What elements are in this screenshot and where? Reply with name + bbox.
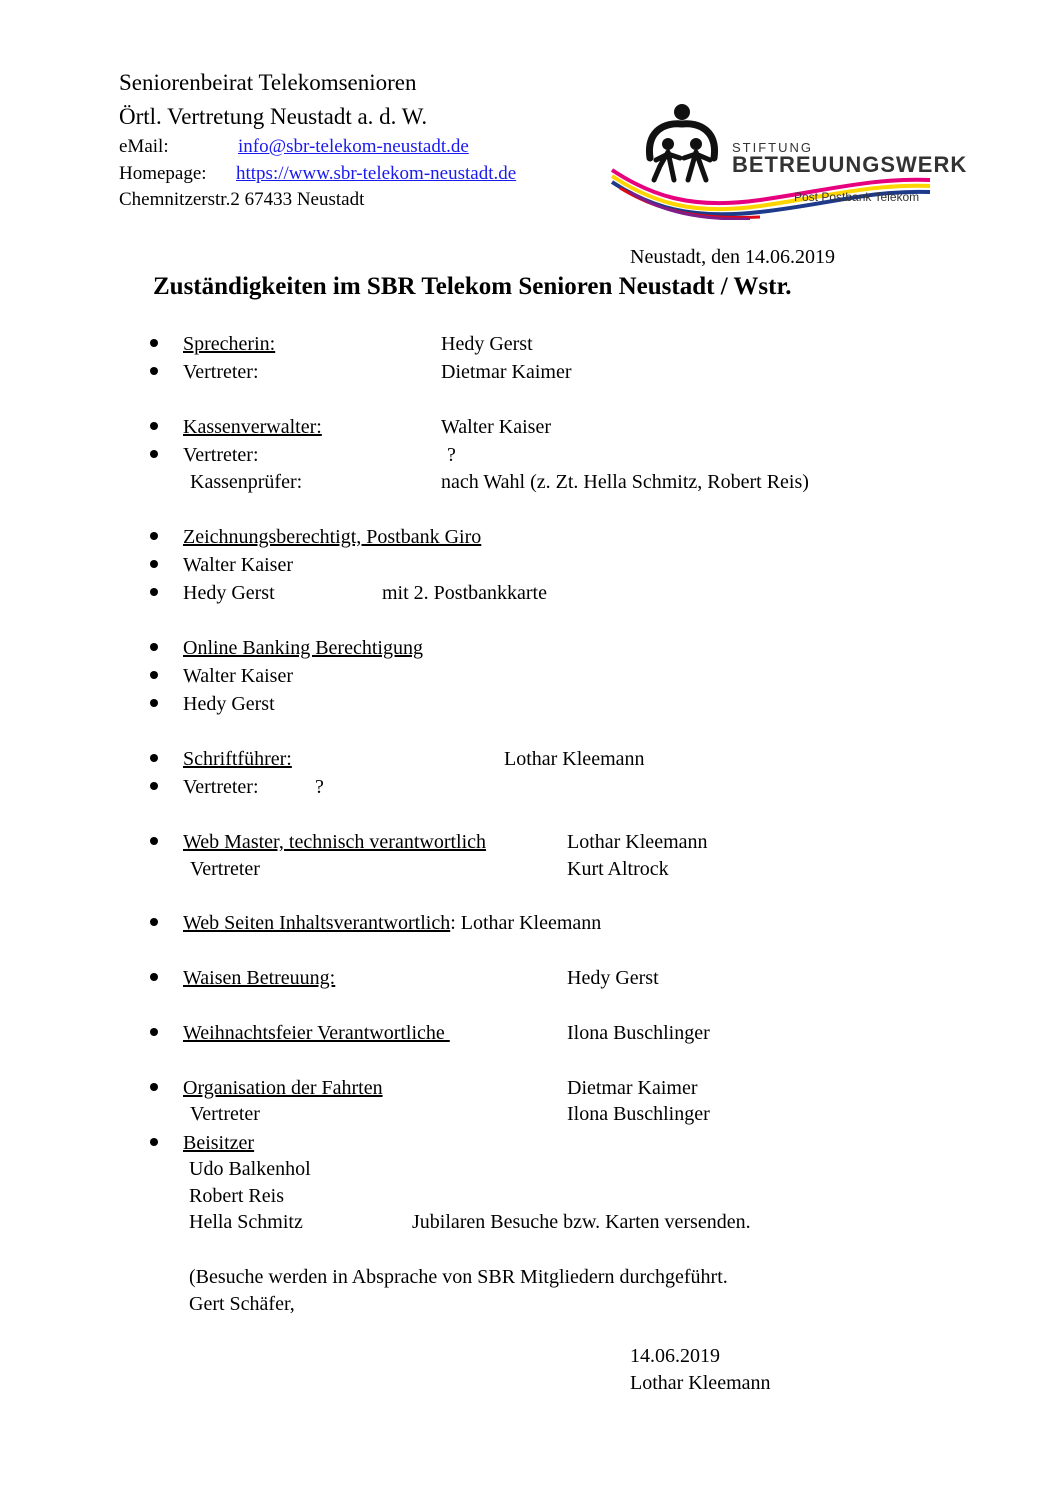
list-item-note: mit 2. Postbankkarte xyxy=(382,582,547,604)
label-waisen: Waisen Betreuung: xyxy=(183,967,336,989)
label-beisitzer: Beisitzer xyxy=(183,1132,255,1154)
label-zeichnungsberechtigt: Zeichnungsberechtigt, Postbank Giro xyxy=(183,526,482,548)
label-webmaster: Web Master, technisch verantwortlich xyxy=(183,831,487,853)
list-item: Hedy Gerst xyxy=(183,582,275,604)
signature-date: 14.06.2019 xyxy=(630,1345,720,1367)
address: Chemnitzerstr.2 67433 Neustadt xyxy=(119,189,365,210)
page-title: Zuständigkeiten im SBR Telekom Senioren Neustadt / Wstr. xyxy=(153,273,792,300)
label-vertreter: Vertreter: xyxy=(183,444,259,466)
org-name: Seniorenbeirat Telekomsenioren xyxy=(119,70,417,95)
bullet-icon xyxy=(150,973,158,981)
bullet-icon xyxy=(150,367,158,375)
bullet-icon xyxy=(150,422,158,430)
list-item: Hella Schmitz xyxy=(189,1211,303,1233)
value-vertreter: ? xyxy=(315,776,324,798)
list-item: Hedy Gerst xyxy=(183,693,275,715)
homepage-link[interactable]: https://www.sbr-telekom-neustadt.de xyxy=(236,163,517,184)
label-vertreter: Vertreter: xyxy=(183,776,259,798)
logo-line3: Post Postbank Telekom xyxy=(794,190,920,204)
org-subtitle: Örtl. Vertretung Neustadt a. d. W. xyxy=(119,104,428,129)
row-web-inhalt xyxy=(183,911,601,935)
value-web-inhalt: : Lothar Kleemann xyxy=(450,912,602,934)
bullet-icon xyxy=(150,560,158,568)
homepage-label: Homepage: xyxy=(119,163,207,184)
label-online-banking: Online Banking Berechtigung xyxy=(183,637,423,659)
list-item: Walter Kaiser xyxy=(183,554,293,576)
list-item-note: Jubilaren Besuche bzw. Karten versenden. xyxy=(412,1211,751,1233)
bullet-icon xyxy=(150,782,158,790)
value-kassenpruefer: nach Wahl (z. Zt. Hella Schmitz, Robert Reis) xyxy=(441,471,809,493)
label-kassenverwalter: Kassenverwalter: xyxy=(183,416,322,438)
email-label: eMail: xyxy=(119,136,169,157)
label-sprecherin: Sprecherin: xyxy=(183,333,276,355)
value-vertreter: ? xyxy=(447,444,456,466)
list-item: Udo Balkenhol xyxy=(189,1158,311,1180)
logo-line2: BETREUUNGSWERK xyxy=(732,152,968,177)
label-web-inhalt: Web Seiten Inhaltsverantwortlich xyxy=(183,912,451,934)
bullet-icon xyxy=(150,837,158,845)
bullet-icon xyxy=(150,754,158,762)
value-schriftfuehrer: Lothar Kleemann xyxy=(504,748,645,770)
list-item: Robert Reis xyxy=(189,1185,284,1207)
label-kassenpruefer: Kassenprüfer: xyxy=(190,471,303,493)
footer-note-name: Gert Schäfer, xyxy=(189,1293,295,1315)
label-fahrten: Organisation der Fahrten xyxy=(183,1077,383,1099)
bullet-icon xyxy=(150,643,158,651)
value-weihnachtsfeier: Ilona Buschlinger xyxy=(567,1022,710,1044)
label-vertreter: Vertreter xyxy=(190,858,260,880)
label-vertreter: Vertreter xyxy=(190,1103,260,1125)
bullet-icon xyxy=(150,918,158,926)
label-vertreter: Vertreter: xyxy=(183,361,259,383)
value-vertreter: Ilona Buschlinger xyxy=(567,1103,710,1125)
logo-line1: STIFTUNG xyxy=(732,140,813,155)
value-waisen: Hedy Gerst xyxy=(567,967,659,989)
value-sprecherin: Hedy Gerst xyxy=(441,333,533,355)
signature-name: Lothar Kleemann xyxy=(630,1372,771,1394)
bullet-icon xyxy=(150,588,158,596)
footer-note: (Besuche werden in Absprache von SBR Mitgliedern durchgeführt. xyxy=(189,1266,728,1288)
value-vertreter: Dietmar Kaimer xyxy=(441,361,572,383)
bullet-icon xyxy=(150,339,158,347)
date-line: Neustadt, den 14.06.2019 xyxy=(630,246,835,268)
logo xyxy=(610,100,968,220)
bullet-icon xyxy=(150,1028,158,1036)
bullet-icon xyxy=(150,450,158,458)
bullet-icon xyxy=(150,1083,158,1091)
bullet-icon xyxy=(150,1138,158,1146)
label-schriftfuehrer: Schriftführer: xyxy=(183,748,292,770)
email-link[interactable]: info@sbr-telekom-neustadt.de xyxy=(238,136,469,157)
label-weihnachtsfeier: Weihnachtsfeier Verantwortliche xyxy=(183,1022,450,1044)
value-fahrten: Dietmar Kaimer xyxy=(567,1077,698,1099)
value-kassenverwalter: Walter Kaiser xyxy=(441,416,551,438)
bullet-icon xyxy=(150,699,158,707)
bullet-icon xyxy=(150,671,158,679)
bullet-icon xyxy=(150,532,158,540)
list-item: Walter Kaiser xyxy=(183,665,293,687)
value-vertreter: Kurt Altrock xyxy=(567,858,669,880)
value-webmaster: Lothar Kleemann xyxy=(567,831,708,853)
